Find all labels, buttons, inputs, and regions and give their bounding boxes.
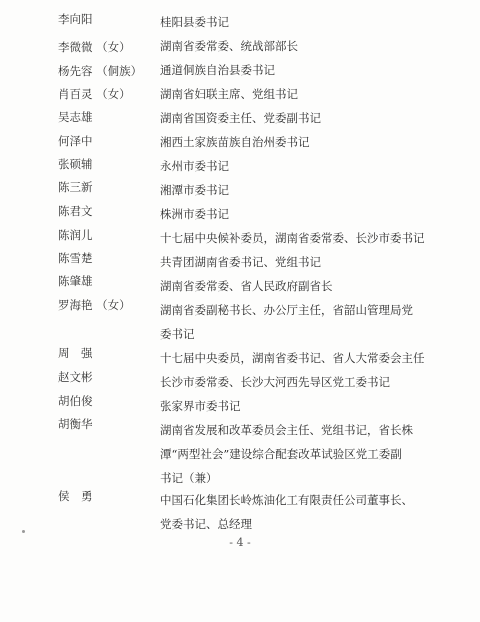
member-position [160,394,435,418]
member-position [160,298,435,346]
position-line: 潭“两型社会”建设综合配套改革试验区党工委副 [160,447,402,461]
member-position [160,34,435,58]
position-line: 张家界市委书记 [160,399,241,413]
member-position [160,370,435,394]
member-position [160,106,435,130]
position-line: 永州市委书记 [160,159,229,173]
member-name: 杨先容 （侗族） [58,64,143,78]
member-position [160,226,435,250]
member-name: 何泽中 [58,134,93,148]
position-line: 十七届中央委员，湖南省委书记、省人大常委会主任 [160,351,425,365]
position-line: 十七届中央候补委员，湖南省委常委、长沙市委书记 [160,231,425,245]
position-line: 株洲市委书记 [160,207,229,221]
position-line: 湖南省委常委、省人民政府副省长 [160,279,333,293]
position-line: 湖南省国资委主任、党委副书记 [160,111,321,125]
member-name: 李微微 （女） [58,40,131,54]
position-line: 委书记 [160,327,195,341]
member-name: 赵文彬 [58,370,93,384]
member-position [160,58,435,82]
member-name: 陈三新 [58,180,93,194]
member-name: 胡伯俊 [58,394,93,408]
position-line: 湘潭市委书记 [160,183,229,197]
position-line: 中国石化集团长岭炼油化工有限责任公司董事长、 [160,493,413,507]
member-position [160,202,435,226]
member-position [160,250,435,274]
member-position [160,82,435,106]
member-name: 陈雪楚 [58,251,93,265]
member-name: 陈润儿 [58,228,93,242]
member-position [160,178,435,202]
position-line: 共青团湖南省委书记、党组书记 [160,255,321,269]
member-name: 陈君文 [58,204,93,218]
member-name: 吴志雄 [58,110,93,124]
member-name: 肖百灵 （女） [58,87,131,101]
member-position [160,154,435,178]
position-line: 湖南省妇联主席、党组书记 [160,87,298,101]
member-name: 周 强 [58,346,93,360]
member-position [160,346,435,370]
member-position [160,274,435,298]
position-line: 湖南省委常委、统战部部长 [160,39,298,53]
position-line: 湖南省发展和改革委员会主任、党组书记，省长株 [160,423,413,437]
member-name: 罗海艳 （女） [58,298,131,312]
page-number: - 4 - [229,536,251,549]
position-line: 桂阳县委书记 [160,15,229,29]
member-position [160,488,435,536]
member-position [160,418,435,490]
position-line: 书记（兼） [160,471,218,485]
position-line: 通道侗族自治县委书记 [160,63,275,77]
member-name: 陈肇雄 [58,274,93,288]
member-position [160,10,435,34]
member-name: 胡衡华 [58,417,93,431]
position-line: 长沙市委常委、长沙大河西先导区党工委书记 [160,375,390,389]
member-name: 张硕辅 [58,157,93,171]
scan-speck [22,530,25,533]
position-line: 湘西土家族苗族自治州委书记 [160,135,310,149]
position-line: 湖南省委副秘书长、办公厅主任，省韶山管理局党 [160,303,413,317]
member-name: 侯 勇 [58,489,93,503]
member-position [160,130,435,154]
member-name: 李向阳 [58,12,93,26]
position-line: 党委书记、总经理 [160,517,252,531]
